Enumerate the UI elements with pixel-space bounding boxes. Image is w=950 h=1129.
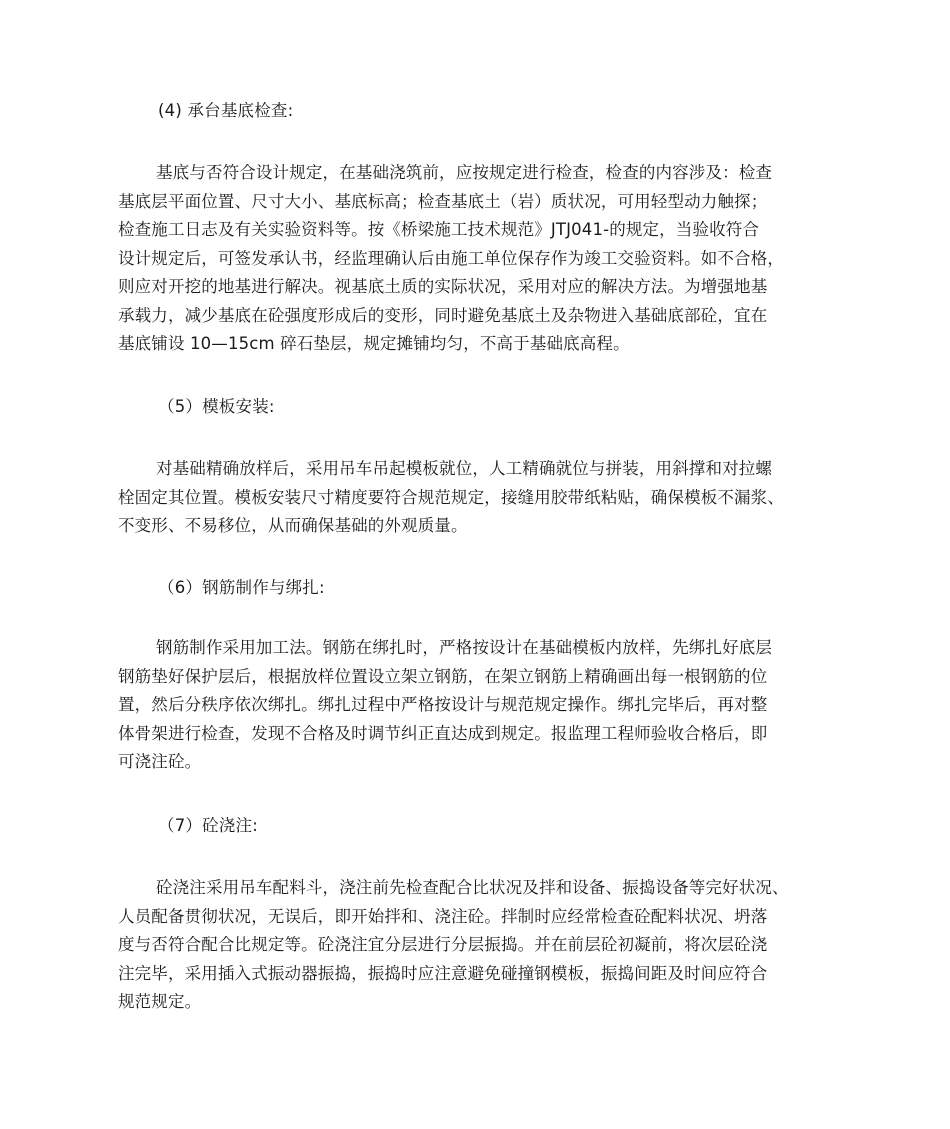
- section-6-heading: （6）钢筋制作与绑扎:: [158, 578, 325, 597]
- paragraph-line: 规范规定。: [118, 992, 202, 1011]
- paragraph-line: 则应对开挖的地基进行解决。视基底土质的实际状况，采用对应的解决方法。为增强地基: [118, 277, 768, 296]
- paragraph-line: 度与否符合配合比规定等。砼浇注宜分层进行分层振捣。并在前层砼初凝前，将次层砼浇: [118, 935, 768, 954]
- paragraph-line: 检查施工日志及有关实验资料等。按《桥梁施工技术规范》JTJ041-的规定，当验收符合: [118, 220, 760, 239]
- paragraph-line: 不变形、不易移位，从而确保基础的外观质量。: [118, 516, 468, 535]
- paragraph-line: 人员配备贯彻状况，无误后，即开始拌和、浇注砼。拌制时应经常检查砼配料状况、坍落: [118, 906, 768, 926]
- paragraph-line: 对基础精确放样后，采用吊车吊起模板就位，人工精确就位与拼装，用斜撑和对拉螺: [156, 459, 773, 478]
- paragraph-line: 基底层平面位置、尺寸大小、基底标高；检查基底土（岩）质状况，可用轻型动力触探；: [118, 191, 768, 211]
- paragraph-line: 基底铺设 10—15cm 碎石垫层，规定摊铺均匀，不高于基础底高程。: [118, 334, 630, 353]
- paragraph-line: 置，然后分秩序依次绑扎。绑扎过程中严格按设计与规范规定操作。绑扎完毕后，再对整: [118, 695, 768, 714]
- paragraph-line: 注完毕，采用插入式振动器振捣，振捣时应注意避免碰撞钢模板，振捣间距及时间应符合: [118, 963, 768, 983]
- section-6-paragraph: [118, 634, 838, 777]
- paragraph-line: 可浇注砼。: [118, 752, 202, 771]
- paragraph-line: 设计规定后，可签发承认书，经监理确认后由施工单位保存作为竣工交验资料。如不合格，: [118, 248, 784, 268]
- section-7-heading: （7）砼浇注:: [158, 816, 258, 835]
- section-4-paragraph: [118, 159, 838, 359]
- paragraph-line: 栓固定其位置。模板安装尺寸精度要符合规范规定，接缝用胶带纸粘贴，确保模板不漏浆、: [118, 487, 784, 507]
- paragraph-line: 体骨架进行检查，发现不合格及时调节纠正直达成到规定。报监理工程师验收合格后，即: [118, 723, 768, 743]
- section-7-paragraph: [118, 874, 838, 1017]
- section-5-heading: （5）模板安装:: [158, 397, 275, 416]
- paragraph-line: 钢筋制作采用加工法。钢筋在绑扎时，严格按设计在基础模板内放样，先绑扎好底层: [156, 638, 773, 657]
- paragraph-line: 钢筋垫好保护层后，根据放样位置设立架立钢筋，在架立钢筋上精确画出每一根钢筋的位: [118, 666, 768, 686]
- section-5-paragraph: [118, 455, 838, 541]
- paragraph-line: 基底与否符合设计规定，在基础浇筑前，应按规定进行检查，检查的内容涉及：检查: [156, 163, 773, 182]
- section-4-heading: (4) 承台基底检查:: [158, 101, 294, 120]
- paragraph-line: 砼浇注采用吊车配料斗，浇注前先检查配合比状况及拌和设备、振捣设备等完好状况、: [156, 878, 789, 897]
- paragraph-line: 承载力，减少基底在砼强度形成后的变形，同时避免基底土及杂物进入基础底部砼，宜在: [118, 305, 768, 325]
